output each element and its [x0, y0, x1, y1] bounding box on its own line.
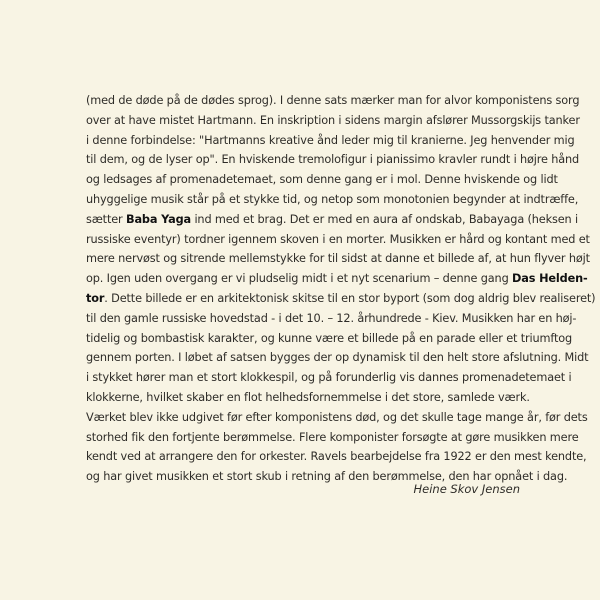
- text-segment: i stykket hører man et stort klokkespil, og på forunderlig vis dannes promenadetemaet i: [86, 371, 572, 385]
- text-line: [86, 428, 579, 448]
- text-line: [86, 329, 573, 349]
- text-segment: til den gamle russiske hovedstad - i det 10. – 12. århundrede - Kiev. Musikken har en høj-: [86, 311, 577, 325]
- text-line: [86, 91, 580, 111]
- text-segment: og har givet musikken et stort skub i retning af den berømmelse, den har opnået i dag.: [86, 470, 568, 484]
- text-segment: . Dette billede er en arkitektonisk skitse til en stor byport (som dog aldrig blev realiseret): [104, 291, 596, 305]
- text-segment: sætter: [86, 212, 126, 226]
- text-segment: (med de døde på de dødes sprog). I denne sats mærker man for alvor komponistens sorg: [86, 94, 580, 107]
- text-segment: tidelig og bombastisk karakter, og kunne være et billede på en parade eller et triumftog: [86, 331, 573, 345]
- text-segment: storhed fik den fortjente berømmelse. Flere komponister forsøgte at gøre musikken mere: [86, 430, 579, 444]
- text-segment: til dem, og de lyser op". En hviskende tremolofigur i pianissimo kravler rundt i højre hånd: [86, 153, 580, 167]
- text-line: [86, 230, 590, 250]
- body-text: [86, 91, 596, 487]
- text-line: [86, 408, 588, 428]
- text-line: [86, 269, 588, 289]
- text-line: [86, 150, 580, 170]
- text-segment: gennem porten. I løbet af satsen bygges der op dynamisk til den helt store afslutning. Midt: [86, 351, 589, 365]
- text-segment: kendt ved at arrangere den for orkester. Ravels bearbejdelse fra 1922 er den mest kendte,: [86, 450, 587, 464]
- text-segment: russiske eventyr) tordner igennem skoven i en morter. Musikken er hård og kontant med et: [86, 232, 590, 246]
- text-line: [86, 348, 589, 368]
- text-line: [86, 388, 530, 408]
- bold-title: tor: [86, 291, 105, 305]
- text-segment: klokkerne, hvilket skaber en flot helhedsfornemmelse i det store, samlede værk.: [86, 390, 530, 404]
- text-line: [86, 249, 590, 269]
- text-line: [86, 131, 575, 151]
- bold-title: Das Helden-: [512, 272, 588, 286]
- author-signature: Heine Skov Jensen: [413, 482, 520, 496]
- text-segment: mere nervøst og sitrende mellemstykke for til sidst at danne et billede af, at hun flyver højt: [86, 252, 590, 266]
- text-segment: i denne forbindelse: "Hartmanns kreative ånd leder mig til kranierne. Jeg henvender mig: [86, 133, 575, 147]
- text-line: [86, 289, 596, 309]
- bold-title: Baba Yaga: [125, 212, 191, 226]
- text-line: [86, 210, 578, 230]
- text-line: [86, 447, 587, 467]
- text-segment: og ledsages af promenadetemaet, som denne gang er i mol. Denne hviskende og lidt: [86, 173, 558, 187]
- text-line: [86, 111, 580, 131]
- text-segment: uhyggelige musik står på et stykke tid, og netop som monotonien begynder at indtræffe,: [86, 192, 579, 206]
- text-segment: over at have mistet Hartmann. En inskription i sidens margin afslører Mussorgskijs tanker: [86, 113, 580, 127]
- text-line: [86, 170, 558, 190]
- text-segment: Værket blev ikke udgivet før efter komponistens død, og det skulle tage mange år, før dets: [86, 410, 588, 424]
- text-line: [86, 368, 572, 388]
- text-segment: op. Igen uden overgang er vi pludselig midt i et nyt scenarium – denne gang: [86, 272, 513, 286]
- text-segment: ind med et brag. Det er med en aura af ondskab, Babayaga (heksen i: [191, 212, 578, 226]
- text-line: [86, 190, 579, 210]
- text-line: [86, 309, 577, 329]
